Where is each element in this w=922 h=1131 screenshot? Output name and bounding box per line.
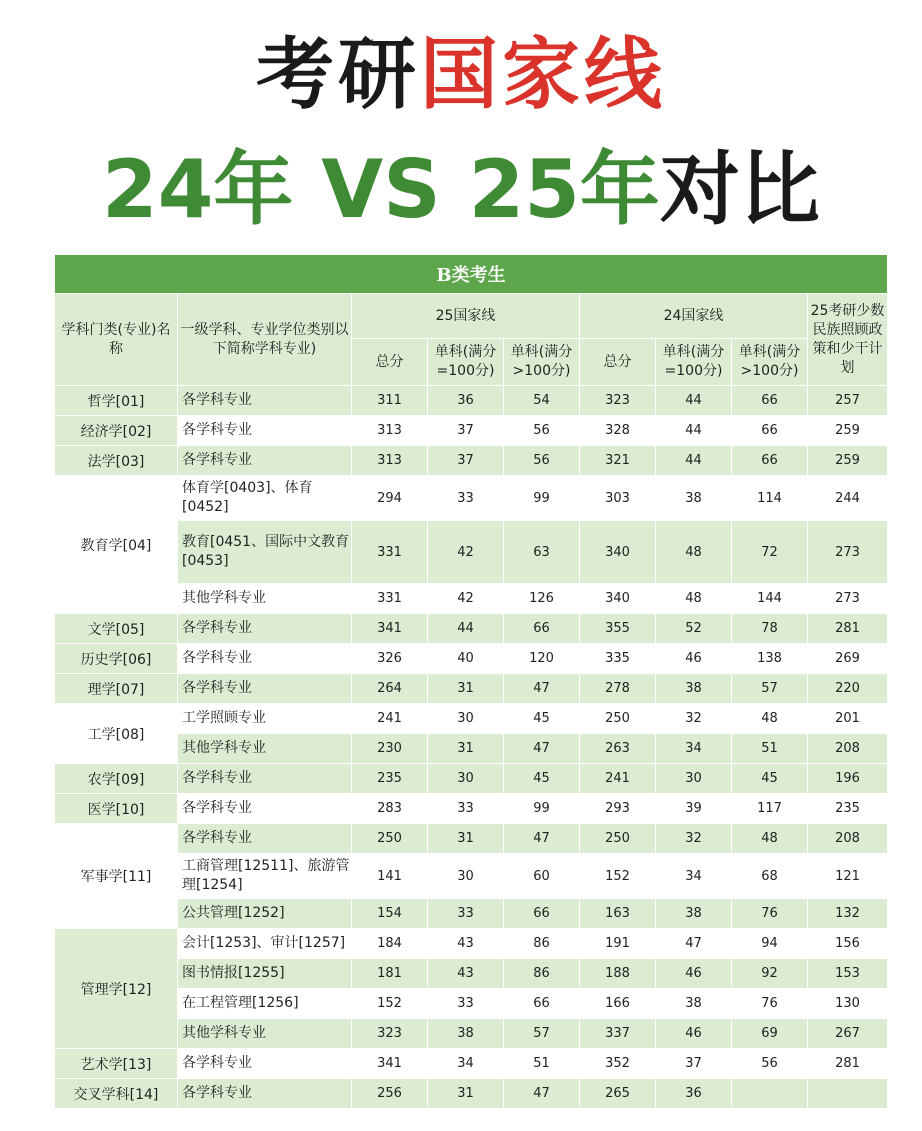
cell-score: 57	[732, 674, 808, 704]
cell-score: 45	[732, 764, 808, 794]
cell-score: 283	[352, 794, 428, 824]
cell-score: 281	[808, 1049, 888, 1079]
cell-score: 144	[732, 584, 808, 614]
cell-score: 43	[428, 959, 504, 989]
cell-subject: 各学科专业	[178, 614, 352, 644]
header-group-25: 25国家线	[352, 294, 580, 339]
cell-score: 46	[656, 1019, 732, 1049]
cell-score: 120	[504, 644, 580, 674]
cell-score: 37	[428, 416, 504, 446]
cell-score: 76	[732, 899, 808, 929]
cell-score: 94	[732, 929, 808, 959]
cell-score: 196	[808, 764, 888, 794]
cell-score: 42	[428, 584, 504, 614]
cell-score: 313	[352, 416, 428, 446]
cell-score: 241	[580, 764, 656, 794]
cell-score: 323	[580, 386, 656, 416]
header-total-25: 总分	[352, 339, 428, 386]
cell-score: 52	[656, 614, 732, 644]
cell-score: 152	[352, 989, 428, 1019]
cell-score: 323	[352, 1019, 428, 1049]
cell-score: 34	[656, 734, 732, 764]
cell-score: 38	[656, 899, 732, 929]
table-row	[55, 1049, 888, 1079]
cell-score: 208	[808, 734, 888, 764]
cell-score: 44	[428, 614, 504, 644]
cell-subject: 其他学科专业	[178, 734, 352, 764]
cell-score: 267	[808, 1019, 888, 1049]
cell-category: 哲学[01]	[55, 386, 178, 416]
cell-score: 68	[732, 854, 808, 899]
cell-category: 医学[10]	[55, 794, 178, 824]
cell-score: 37	[656, 1049, 732, 1079]
cell-score: 47	[504, 1079, 580, 1109]
cell-score: 341	[352, 1049, 428, 1079]
title-part: 考研	[255, 30, 420, 120]
cell-score: 30	[428, 854, 504, 899]
cell-category: 艺术学[13]	[55, 1049, 178, 1079]
cell-score: 33	[428, 899, 504, 929]
table-row	[55, 674, 888, 704]
table-row	[55, 1079, 888, 1109]
cell-subject: 其他学科专业	[178, 1019, 352, 1049]
cell-category: 交叉学科[14]	[55, 1079, 178, 1109]
cell-score: 201	[808, 704, 888, 734]
cell-score: 156	[808, 929, 888, 959]
cell-score: 313	[352, 446, 428, 476]
title-line-1	[0, 30, 922, 120]
cell-subject: 各学科专业	[178, 644, 352, 674]
cell-score: 31	[428, 674, 504, 704]
table-row	[55, 521, 888, 584]
cell-score: 92	[732, 959, 808, 989]
cell-score: 33	[428, 794, 504, 824]
cell-score: 335	[580, 644, 656, 674]
cell-score: 191	[580, 929, 656, 959]
cell-score: 31	[428, 1079, 504, 1109]
cell-score: 141	[352, 854, 428, 899]
cell-score: 38	[656, 674, 732, 704]
table-row	[55, 989, 888, 1019]
cell-score: 181	[352, 959, 428, 989]
cell-score: 331	[352, 584, 428, 614]
cell-score: 44	[656, 386, 732, 416]
cell-score: 34	[428, 1049, 504, 1079]
cell-subject: 工商管理[12511]、旅游管理[1254]	[178, 854, 352, 899]
cell-score: 340	[580, 584, 656, 614]
cell-score: 153	[808, 959, 888, 989]
cell-score: 269	[808, 644, 888, 674]
cell-subject: 各学科专业	[178, 764, 352, 794]
table-row	[55, 704, 888, 734]
score-table	[54, 254, 888, 1109]
cell-score: 265	[580, 1079, 656, 1109]
cell-category: 农学[09]	[55, 764, 178, 794]
cell-score: 47	[504, 734, 580, 764]
cell-category: 教育学[04]	[55, 476, 178, 614]
cell-score: 188	[580, 959, 656, 989]
table-row	[55, 614, 888, 644]
cell-subject: 图书情报[1255]	[178, 959, 352, 989]
cell-score: 337	[580, 1019, 656, 1049]
table-row	[55, 734, 888, 764]
cell-subject: 在工程管理[1256]	[178, 989, 352, 1019]
cell-score: 39	[656, 794, 732, 824]
cell-score: 47	[504, 674, 580, 704]
cell-subject: 其他学科专业	[178, 584, 352, 614]
cell-score: 63	[504, 521, 580, 584]
cell-score: 33	[428, 476, 504, 521]
cell-score: 152	[580, 854, 656, 899]
cell-score: 43	[428, 929, 504, 959]
cell-score: 69	[732, 1019, 808, 1049]
cell-subject: 公共管理[1252]	[178, 899, 352, 929]
cell-subject: 各学科专业	[178, 446, 352, 476]
cell-score: 130	[808, 989, 888, 1019]
cell-score: 66	[504, 899, 580, 929]
table-row	[55, 416, 888, 446]
cell-score: 45	[504, 764, 580, 794]
cell-subject: 会计[1253]、审计[1257]	[178, 929, 352, 959]
cell-score: 33	[428, 989, 504, 1019]
cell-score: 66	[732, 446, 808, 476]
cell-score: 32	[656, 704, 732, 734]
cell-category: 理学[07]	[55, 674, 178, 704]
cell-score: 273	[808, 584, 888, 614]
cell-score: 66	[504, 614, 580, 644]
table-row	[55, 899, 888, 929]
cell-score: 51	[732, 734, 808, 764]
header-minority-plan: 25考研少数民族照顾政策和少干计划	[808, 294, 888, 386]
cell-subject: 各学科专业	[178, 386, 352, 416]
table-row	[55, 764, 888, 794]
cell-score: 121	[808, 854, 888, 899]
cell-score: 220	[808, 674, 888, 704]
cell-subject: 工学照顾专业	[178, 704, 352, 734]
score-table-wrapper	[54, 254, 887, 1109]
cell-score: 44	[656, 416, 732, 446]
table-row	[55, 854, 888, 899]
cell-score: 326	[352, 644, 428, 674]
table-row	[55, 794, 888, 824]
table-row	[55, 446, 888, 476]
cell-score: 48	[732, 704, 808, 734]
cell-score: 99	[504, 794, 580, 824]
title-line-2	[0, 140, 922, 240]
cell-score: 31	[428, 824, 504, 854]
cell-score: 57	[504, 1019, 580, 1049]
cell-score: 355	[580, 614, 656, 644]
cell-score: 244	[808, 476, 888, 521]
cell-score: 235	[808, 794, 888, 824]
cell-category: 历史学[06]	[55, 644, 178, 674]
cell-score: 328	[580, 416, 656, 446]
cell-score: 38	[656, 476, 732, 521]
cell-score: 76	[732, 989, 808, 1019]
cell-score: 86	[504, 959, 580, 989]
cell-score: 281	[808, 614, 888, 644]
cell-score: 99	[504, 476, 580, 521]
cell-score: 30	[428, 764, 504, 794]
cell-score: 321	[580, 446, 656, 476]
cell-score: 36	[656, 1079, 732, 1109]
cell-score: 56	[504, 446, 580, 476]
band-header: B类考生	[55, 255, 888, 294]
cell-score: 48	[656, 584, 732, 614]
header-category: 学科门类(专业)名称	[55, 294, 178, 386]
table-row	[55, 476, 888, 521]
cell-score: 31	[428, 734, 504, 764]
cell-score: 117	[732, 794, 808, 824]
cell-score: 38	[428, 1019, 504, 1049]
cell-score: 303	[580, 476, 656, 521]
cell-score: 56	[504, 416, 580, 446]
header-singlegt100-24: 单科(满分>100分)	[732, 339, 808, 386]
table-row	[55, 959, 888, 989]
table-row	[55, 824, 888, 854]
cell-score: 138	[732, 644, 808, 674]
cell-score: 163	[580, 899, 656, 929]
header-single100-24: 单科(满分=100分)	[656, 339, 732, 386]
cell-score: 47	[504, 824, 580, 854]
header-group-24: 24国家线	[580, 294, 808, 339]
cell-score: 235	[352, 764, 428, 794]
cell-subject: 体育学[0403]、体育[0452]	[178, 476, 352, 521]
table-row	[55, 644, 888, 674]
title-part-green: 24年 VS 25年	[102, 143, 660, 236]
cell-score: 48	[732, 824, 808, 854]
cell-score: 250	[352, 824, 428, 854]
table-row	[55, 1019, 888, 1049]
cell-score: 132	[808, 899, 888, 929]
cell-subject: 各学科专业	[178, 416, 352, 446]
cell-score: 273	[808, 521, 888, 584]
cell-score: 208	[808, 824, 888, 854]
cell-score: 72	[732, 521, 808, 584]
cell-score: 47	[656, 929, 732, 959]
cell-score: 184	[352, 929, 428, 959]
cell-score: 263	[580, 734, 656, 764]
cell-category: 法学[03]	[55, 446, 178, 476]
cell-score: 256	[352, 1079, 428, 1109]
cell-subject: 各学科专业	[178, 794, 352, 824]
cell-score: 56	[732, 1049, 808, 1079]
cell-score: 331	[352, 521, 428, 584]
cell-score: 230	[352, 734, 428, 764]
cell-category: 工学[08]	[55, 704, 178, 764]
cell-score: 60	[504, 854, 580, 899]
cell-score: 293	[580, 794, 656, 824]
cell-category: 文学[05]	[55, 614, 178, 644]
cell-score: 54	[504, 386, 580, 416]
cell-score: 66	[732, 386, 808, 416]
header-singlegt100-25: 单科(满分>100分)	[504, 339, 580, 386]
cell-score: 46	[656, 644, 732, 674]
table-row	[55, 584, 888, 614]
cell-score: 114	[732, 476, 808, 521]
table-row	[55, 386, 888, 416]
cell-score: 42	[428, 521, 504, 584]
cell-score: 250	[580, 704, 656, 734]
cell-score: 38	[656, 989, 732, 1019]
cell-score: 264	[352, 674, 428, 704]
cell-score: 51	[504, 1049, 580, 1079]
cell-score	[808, 1079, 888, 1109]
title-part-red: 国家线	[420, 30, 667, 120]
cell-category: 管理学[12]	[55, 929, 178, 1049]
cell-score: 30	[656, 764, 732, 794]
cell-score: 32	[656, 824, 732, 854]
cell-score: 278	[580, 674, 656, 704]
cell-category: 经济学[02]	[55, 416, 178, 446]
cell-subject: 各学科专业	[178, 1079, 352, 1109]
cell-score: 126	[504, 584, 580, 614]
cell-score: 241	[352, 704, 428, 734]
cell-score: 352	[580, 1049, 656, 1079]
cell-category: 军事学[11]	[55, 824, 178, 929]
cell-score: 166	[580, 989, 656, 1019]
cell-score: 34	[656, 854, 732, 899]
cell-score: 40	[428, 644, 504, 674]
cell-score: 86	[504, 929, 580, 959]
header-subject: 一级学科、专业学位类别以下简称学科专业)	[178, 294, 352, 386]
cell-score: 250	[580, 824, 656, 854]
table-row	[55, 929, 888, 959]
cell-subject: 教育[0451、国际中文教育[0453]	[178, 521, 352, 584]
cell-score: 37	[428, 446, 504, 476]
cell-score: 44	[656, 446, 732, 476]
cell-score: 66	[504, 989, 580, 1019]
cell-score: 78	[732, 614, 808, 644]
cell-score: 259	[808, 416, 888, 446]
header-single100-25: 单科(满分=100分)	[428, 339, 504, 386]
cell-subject: 各学科专业	[178, 824, 352, 854]
cell-subject: 各学科专业	[178, 674, 352, 704]
cell-score: 294	[352, 476, 428, 521]
cell-subject: 各学科专业	[178, 1049, 352, 1079]
cell-score: 311	[352, 386, 428, 416]
header-total-24: 总分	[580, 339, 656, 386]
cell-score	[732, 1079, 808, 1109]
cell-score: 48	[656, 521, 732, 584]
cell-score: 341	[352, 614, 428, 644]
cell-score: 259	[808, 446, 888, 476]
cell-score: 154	[352, 899, 428, 929]
cell-score: 36	[428, 386, 504, 416]
table-body	[55, 386, 888, 1109]
cell-score: 30	[428, 704, 504, 734]
cell-score: 45	[504, 704, 580, 734]
cell-score: 66	[732, 416, 808, 446]
cell-score: 46	[656, 959, 732, 989]
cell-score: 257	[808, 386, 888, 416]
cell-score: 340	[580, 521, 656, 584]
title-part-dark: 对比	[659, 143, 820, 236]
